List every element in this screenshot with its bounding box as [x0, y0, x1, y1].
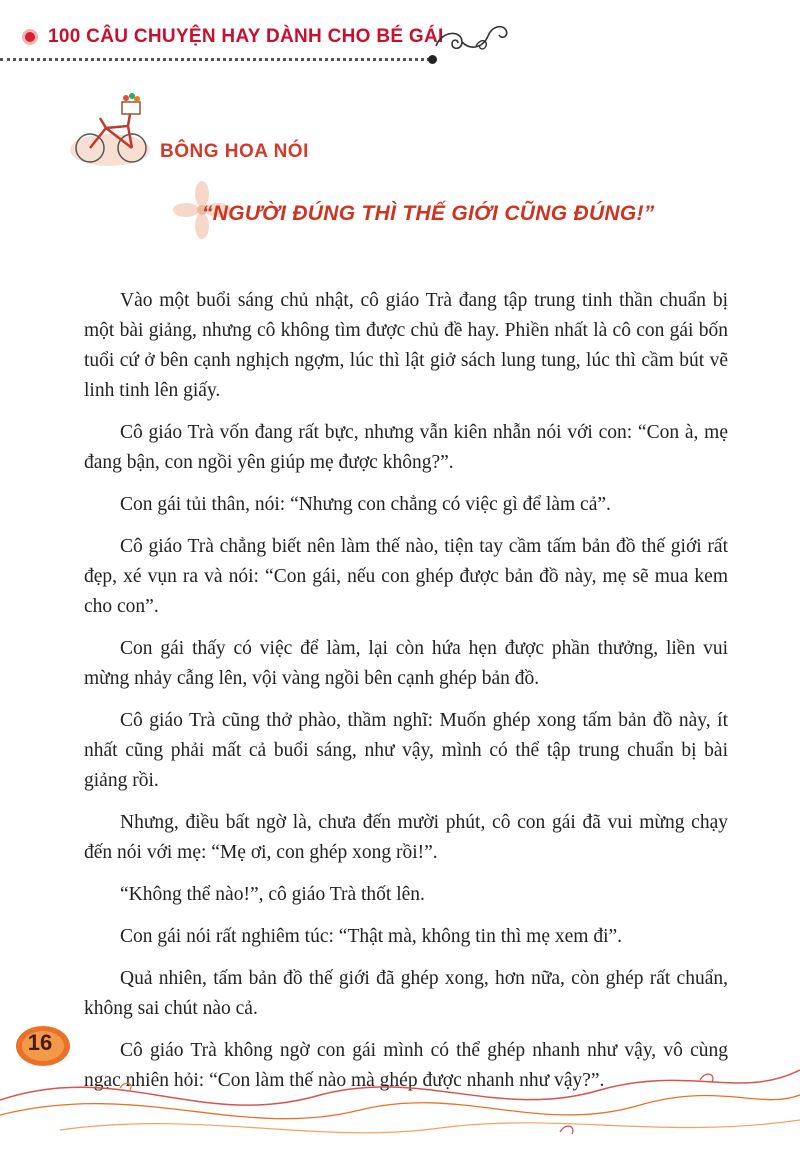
paragraph: Quả nhiên, tấm bản đồ thế giới đã ghép xong, hơn nữa, còn ghép rất chuẩn, không sai chút nào cả. — [84, 968, 728, 1019]
bicycle-illustration-icon — [70, 82, 160, 172]
bullet-icon — [22, 29, 38, 45]
swirl-ornament-icon — [432, 16, 512, 60]
book-title-part1: 100 CÂU CHUYỆN HAY — [48, 26, 266, 47]
paragraph: Con gái thấy có việc để làm, lại còn hứa hẹn được phần thưởng, liền vui mừng nhảy cẫng lên, vội vàng ngồi bên cạnh ghép bản đồ. — [84, 638, 728, 689]
page-number: 16 — [27, 1030, 53, 1055]
paragraph: Nhưng, điều bất ngờ là, chưa đến mười phút, cô con gái đã vui mừng chạy đến nói với mẹ: “Mẹ ơi, con ghép xong rồi!”. — [84, 812, 728, 863]
paragraph: Vào một buổi sáng chủ nhật, cô giáo Trà đang tập trung tinh thần chuẩn bị một bài giảng, nhưng cô không tìm được chủ đề hay. Phiền nhất là cô con gái bốn tuổi cứ ở bên cạnh nghịch ngợm, lúc thì lật giở sách lung tung, lúc thì cầm bút vẽ linh tinh lên giấy. — [84, 290, 728, 401]
book-title-part2: DÀNH CHO BÉ GÁI — [265, 26, 444, 47]
book-title — [48, 26, 444, 48]
paragraph: Cô giáo Trà cũng thở phào, thầm nghĩ: Muốn ghép xong tấm bản đồ này, ít nhất cũng phải mất cả buổi sáng, như vậy, mình có thể tập trung chuẩn bị bài giảng rồi. — [84, 710, 728, 791]
paragraph: Con gái nói rất nghiêm túc: “Thật mà, không tin thì mẹ xem đi”. — [120, 926, 623, 947]
bottom-swirl-decoration-icon — [0, 1040, 800, 1149]
paragraph: Cô giáo Trà vốn đang rất bực, nhưng vẫn kiên nhẫn nói với con: “Con à, mẹ đang bận, con ngồi yên giúp mẹ được không?”. — [84, 422, 728, 473]
paragraph: Con gái tủi thân, nói: “Nhưng con chẳng có việc gì để làm cả”. — [120, 494, 611, 515]
section-label: BÔNG HOA NÓI — [160, 141, 309, 162]
running-header — [22, 22, 444, 52]
paragraph: Cô giáo Trà chẳng biết nên làm thế nào, tiện tay cầm tấm bản đồ thế giới rất đẹp, xé vụn ra và nói: “Con gái, nếu con ghép được bản đồ này, mẹ sẽ mua kem cho con”. — [84, 536, 728, 617]
dotted-rule-end-dot — [428, 55, 437, 64]
story-title: “NGƯỜI ĐÚNG THÌ THẾ GIỚI CŨNG ĐÚNG!” — [202, 202, 655, 225]
dotted-rule — [0, 58, 430, 61]
paragraph: Cô giáo Trà không ngờ con gái mình có thể ghép nhanh như vậy, vô cùng ngạc nhiên hỏi: “Con làm thế nào mà ghép được nhanh như vậy?”. — [84, 1040, 728, 1091]
story-body — [84, 286, 728, 1108]
paragraph: “Không thể nào!”, cô giáo Trà thốt lên. — [120, 884, 425, 905]
